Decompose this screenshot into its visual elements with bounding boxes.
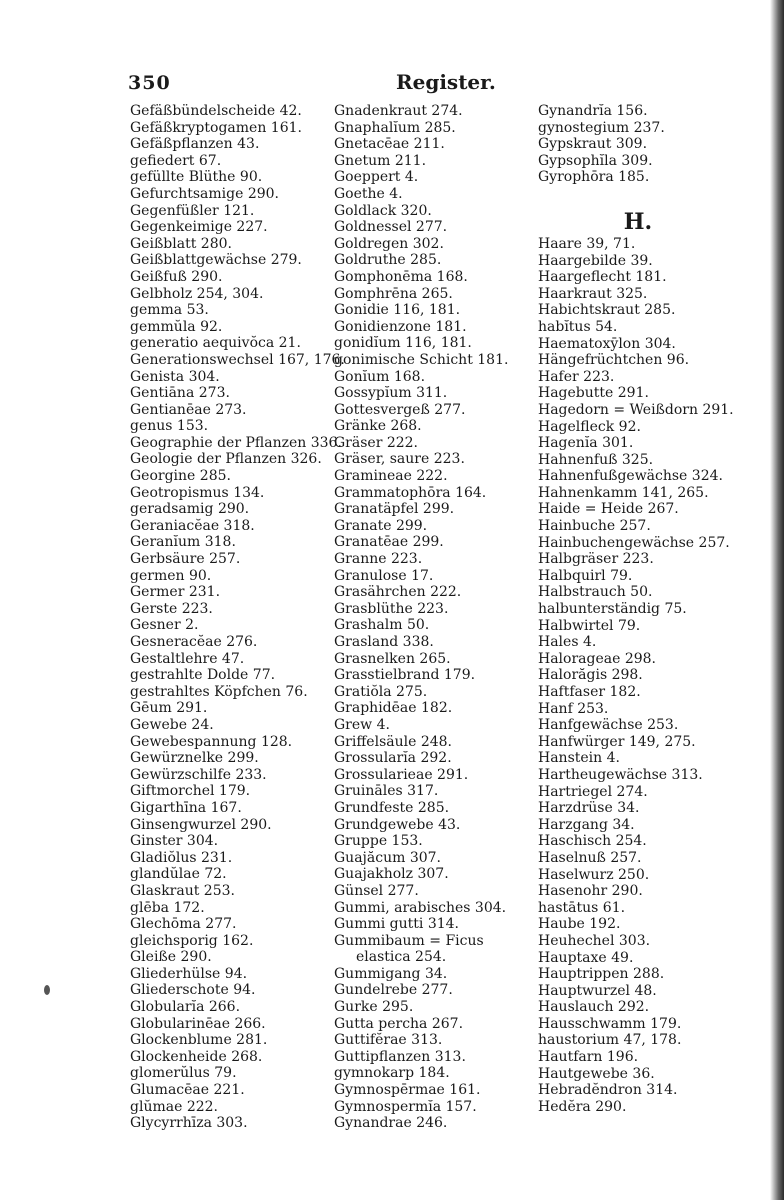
index-entry: Gnetum 211. (334, 152, 427, 169)
index-entry: Geißblatt 280. (130, 235, 232, 252)
index-entry: Grasährchen 222. (334, 584, 462, 601)
index-entry: Gēum 291. (130, 700, 208, 717)
index-entry: gymnokarp 184. (334, 1065, 450, 1082)
index-entry: Globularĭa 266. (130, 999, 241, 1016)
index-entry: Gladiŏlus 231. (130, 849, 233, 866)
index-entry: Hasenohr 290. (538, 883, 643, 900)
index-entry: Gonĭum 168. (334, 368, 426, 385)
index-entry: Gottesvergeß 277. (334, 401, 466, 418)
index-entry: hastātus 61. (538, 899, 626, 916)
index-entry: Gerste 223. (130, 600, 213, 617)
index-entry: gonidĭum 116, 181. (334, 335, 472, 352)
index-entry: gestrahlte Dolde 77. (130, 667, 276, 684)
index-entry: Haematoxȳlon 304. (538, 335, 676, 352)
index-entry: Gypskraut 309. (538, 136, 648, 153)
page-title: Register. (396, 70, 496, 94)
index-entry: Gegenfüßler 121. (130, 202, 255, 219)
index-entry: Georgine 285. (130, 468, 231, 485)
index-entry: Gefäßkryptogamen 161. (130, 119, 302, 136)
index-column-2 (334, 103, 508, 1132)
index-column-1 (130, 103, 345, 1132)
index-entry: Günsel 277. (334, 882, 419, 899)
index-entry: Gefäßpflanzen 43. (130, 136, 260, 153)
index-entry: elastica 254. (356, 949, 447, 966)
index-entry: Gypsophĭla 309. (538, 152, 653, 169)
index-entry: Hales 4. (538, 634, 597, 651)
index-entry: Gräser 222. (334, 434, 419, 451)
index-entry: Grundgewebe 43. (334, 816, 461, 833)
index-entry: Giftmorchel 179. (130, 783, 251, 800)
index-entry: Grasnelken 265. (334, 650, 451, 667)
index-entry: Halbgräser 223. (538, 551, 654, 568)
index-entry: gemma 53. (130, 302, 209, 319)
index-entry: Hagenĭa 301. (538, 435, 634, 452)
index-entry: Grossularieae 291. (334, 766, 469, 783)
index-entry: Hanfwürger 149, 275. (538, 733, 696, 750)
index-entry: Gefurchtsamige 290. (130, 185, 279, 202)
index-entry: Guttifĕrae 313. (334, 1032, 443, 1049)
index-entry: Gratiŏla 275. (334, 683, 428, 700)
index-entry: Grasstielbrand 179. (334, 667, 476, 684)
index-entry: Grasblüthe 223. (334, 600, 449, 617)
index-entry: Halorageae 298. (538, 650, 657, 667)
index-entry: Geotropismus 134. (130, 484, 265, 501)
index-entry: Heuhechel 303. (538, 932, 651, 949)
index-entry: Germer 231. (130, 584, 221, 601)
index-entry: Glumacēae 221. (130, 1082, 245, 1099)
index-entry: Graphidēae 182. (334, 700, 453, 717)
index-entry: Harzgang 34. (538, 816, 635, 833)
section-letter-heading: H. (623, 208, 653, 235)
index-entry: halbunterständig 75. (538, 601, 687, 618)
index-entry: Gnadenkraut 274. (334, 103, 463, 119)
index-entry: Goethe 4. (334, 185, 403, 202)
index-entry: Granate 299. (334, 517, 428, 534)
index-entry: Gentiāna 273. (130, 385, 230, 402)
index-entry: haustorium 47, 178. (538, 1032, 682, 1049)
index-entry: Hanf 253. (538, 700, 609, 717)
index-entry: Glycyrrhīza 303. (130, 1115, 248, 1132)
index-entry: Gewürzschilfe 233. (130, 766, 267, 783)
index-entry: Glockenheide 268. (130, 1048, 263, 1065)
index-entry: Gyrophōra 185. (538, 169, 650, 186)
index-entry: Gymnospērmae 161. (334, 1082, 481, 1099)
index-entry: Haschisch 254. (538, 833, 647, 850)
index-entry: gestrahltes Köpfchen 76. (130, 683, 308, 700)
index-entry: Haargebilde 39. (538, 252, 653, 269)
index-entry: Generationswechsel 167, 176. (130, 351, 345, 368)
index-entry: Hainbuche 257. (538, 518, 651, 535)
index-entry: Grammatophōra 164. (334, 484, 487, 501)
index-entry: Geographie der Pflanzen 336. (130, 434, 342, 451)
page-number: 350 (128, 72, 171, 94)
index-entry: Gelbholz 254, 304. (130, 285, 264, 302)
index-entry: gonimische Schicht 181. (334, 351, 509, 368)
index-entry: Haargeflecht 181. (538, 269, 667, 286)
index-entry: germen 90. (130, 567, 212, 584)
index-entry: Geißfuß 290. (130, 268, 223, 285)
index-entry: Haftfaser 182. (538, 684, 641, 700)
index-entry: Guajakholz 307. (334, 866, 449, 883)
index-entry: Gestaltlehre 47. (130, 650, 245, 667)
index-entry: Geißblattgewächse 279. (130, 252, 302, 269)
index-entry: Grasland 338. (334, 634, 434, 650)
ink-smudge (44, 985, 50, 995)
index-entry: Gramineae 222. (334, 468, 448, 485)
index-entry: Hautfarn 196. (538, 1049, 639, 1066)
index-entry: Hanfgewächse 253. (538, 717, 679, 734)
index-entry: Gerbsäure 257. (130, 551, 241, 568)
index-entry: generatio aequivŏca 21. (130, 335, 301, 352)
index-entry: Hedĕra 290. (538, 1098, 627, 1115)
index-entry: Gnetacēae 211. (334, 136, 445, 153)
index-entry: Hahnenkamm 141, 265. (538, 484, 709, 501)
index-entry: genus 153. (130, 418, 209, 435)
index-entry: Gliederhülse 94. (130, 965, 248, 982)
index-entry: Glaskraut 253. (130, 882, 235, 899)
index-entry: Gewebe 24. (130, 716, 214, 733)
index-entry: Haare 39, 71. (538, 235, 636, 252)
index-entry: Gränke 268. (334, 418, 422, 435)
index-entry: Haarkraut 325. (538, 285, 648, 302)
page-edge-shadow (770, 0, 784, 1200)
index-entry: Goeppert 4. (334, 169, 419, 186)
index-entry: gleichsporig 162. (130, 932, 254, 949)
index-entry: Granne 223. (334, 551, 423, 568)
index-entry: Hartriegel 274. (538, 783, 648, 800)
index-entry: Hauslauch 292. (538, 999, 650, 1016)
index-entry: Grossularĭa 292. (334, 750, 452, 767)
index-entry: Harzdrüse 34. (538, 800, 640, 817)
index-entry: gefüllte Blüthe 90. (130, 169, 263, 186)
index-entry: Halbquirl 79. (538, 567, 633, 584)
index-entry: Hausschwamm 179. (538, 1015, 682, 1032)
index-entry: Hagebutte 291. (538, 385, 649, 402)
index-entry: glŭmae 222. (130, 1098, 218, 1115)
index-entry: Griffelsäule 248. (334, 733, 452, 750)
index-column-3 (538, 103, 738, 1115)
index-entry: glomerŭlus 79. (130, 1065, 237, 1082)
index-entry: gemmŭla 92. (130, 318, 223, 335)
index-entry: Gnaphalĭum 285. (334, 119, 456, 136)
index-entry: Hahnenfuß 325. (538, 451, 654, 468)
index-entry: geradsamig 290. (130, 501, 250, 518)
index-entry: Granulose 17. (334, 567, 434, 584)
index-entry: Haselwurz 250. (538, 866, 650, 883)
index-entry: Gurke 295. (334, 999, 414, 1016)
index-entry: Gymnospermĭa 157. (334, 1098, 477, 1115)
index-entry: Geologie der Pflanzen 326. (130, 451, 322, 468)
index-entry: Gummi, arabisches 304. (334, 899, 507, 916)
index-entry: Haide = Heide 267. (538, 501, 679, 518)
index-entry: Gesner 2. (130, 617, 199, 634)
index-entry: Hautgewebe 36. (538, 1065, 655, 1082)
index-entry: gynostegium 237. (538, 119, 665, 136)
index-entry: Hanstein 4. (538, 750, 620, 767)
index-entry: Hafer 223. (538, 368, 615, 385)
index-entry: Gräser, saure 223. (334, 451, 465, 468)
index-entry: Gesneracĕae 276. (130, 634, 258, 650)
index-entry: Geranĭum 318. (130, 534, 236, 551)
index-entry: Hartheugewächse 313. (538, 766, 703, 783)
index-entry: Hebradĕndron 314. (538, 1082, 678, 1099)
index-entry: Guajăcum 307. (334, 849, 441, 866)
index-entry: Hauptaxe 49. (538, 949, 634, 966)
index-entry: Gliederschote 94. (130, 982, 256, 999)
index-entry: Gynandrae 246. (334, 1115, 448, 1132)
index-entry: Hainbuchengewächse 257. (538, 534, 730, 551)
index-entry: Gleiße 290. (130, 949, 212, 966)
index-entry: glandŭlae 72. (130, 866, 227, 883)
index-entry: Glechōma 277. (130, 916, 237, 933)
index-entry: Gutta percha 267. (334, 1015, 464, 1032)
index-entry: Guttipflanzen 313. (334, 1048, 466, 1065)
index-entry: Goldruthe 285. (334, 252, 442, 269)
index-entry: Goldregen 302. (334, 235, 444, 252)
index-entry: gefiedert 67. (130, 152, 222, 169)
index-entry: Ginsengwurzel 290. (130, 816, 272, 833)
index-entry: habĭtus 54. (538, 318, 618, 335)
index-entry: Gummi gutti 314. (334, 916, 460, 933)
index-entry: Gomphrēna 265. (334, 285, 453, 302)
index-entry: Goldnessel 277. (334, 219, 448, 236)
index-entry: Gruināles 317. (334, 783, 439, 800)
index-entry: Gummigang 34. (334, 965, 448, 982)
index-entry: Gundelrebe 277. (334, 982, 453, 999)
index-entry: Hauptwurzel 48. (538, 982, 657, 999)
index-entry: Globularinēae 266. (130, 1015, 266, 1032)
index-entry: Habichtskraut 285. (538, 302, 676, 319)
index-entry: Hauptrippen 288. (538, 966, 665, 983)
index-entry: Granatäpfel 299. (334, 501, 455, 518)
index-entry: Gonidie 116, 181. (334, 302, 461, 319)
index-entry: Geraniacĕae 318. (130, 517, 255, 534)
index-entry: Gomphonēma 168. (334, 268, 468, 285)
index-entry: Gynandrĭa 156. (538, 103, 648, 119)
index-entry: Gonidienzone 181. (334, 318, 467, 335)
index-entry: Granatēae 299. (334, 534, 444, 551)
index-entry: Gummibaum = Ficus (334, 932, 484, 949)
index-entry: Grundfeste 285. (334, 799, 450, 816)
index-entry: Goldlack 320. (334, 202, 432, 219)
index-entry: Halbstrauch 50. (538, 584, 653, 601)
index-entry: Grashalm 50. (334, 617, 430, 634)
index-entry: Gewebespannung 128. (130, 733, 293, 750)
index-entry: Hahnenfußgewächse 324. (538, 468, 723, 485)
index-entry: Gentianēae 273. (130, 401, 247, 418)
index-entry: Gegenkeimige 227. (130, 219, 268, 236)
index-entry: Hängefrüchtchen 96. (538, 352, 690, 369)
index-entry: Grew 4. (334, 716, 390, 733)
index-entry: Gewürznelke 299. (130, 750, 259, 767)
index-entry: glēba 172. (130, 899, 205, 916)
index-entry: Glockenblume 281. (130, 1032, 268, 1049)
index-entry: Halbwirtel 79. (538, 617, 641, 634)
index-entry: Haube 192. (538, 916, 621, 933)
index-entry: Haselnuß 257. (538, 849, 642, 866)
index-entry: Ginster 304. (130, 833, 219, 850)
index-entry: Halorăgis 298. (538, 667, 643, 684)
index-entry: Hagelfleck 92. (538, 418, 641, 435)
index-entry: Hagedorn = Weißdorn 291. (538, 401, 734, 418)
index-entry: Gefäßbündelscheide 42. (130, 103, 302, 119)
index-entry: Gossypĭum 311. (334, 385, 448, 402)
index-entry: Genista 304. (130, 368, 220, 385)
index-entry: Gigarthīna 167. (130, 799, 242, 816)
index-entry: Gruppe 153. (334, 833, 423, 850)
